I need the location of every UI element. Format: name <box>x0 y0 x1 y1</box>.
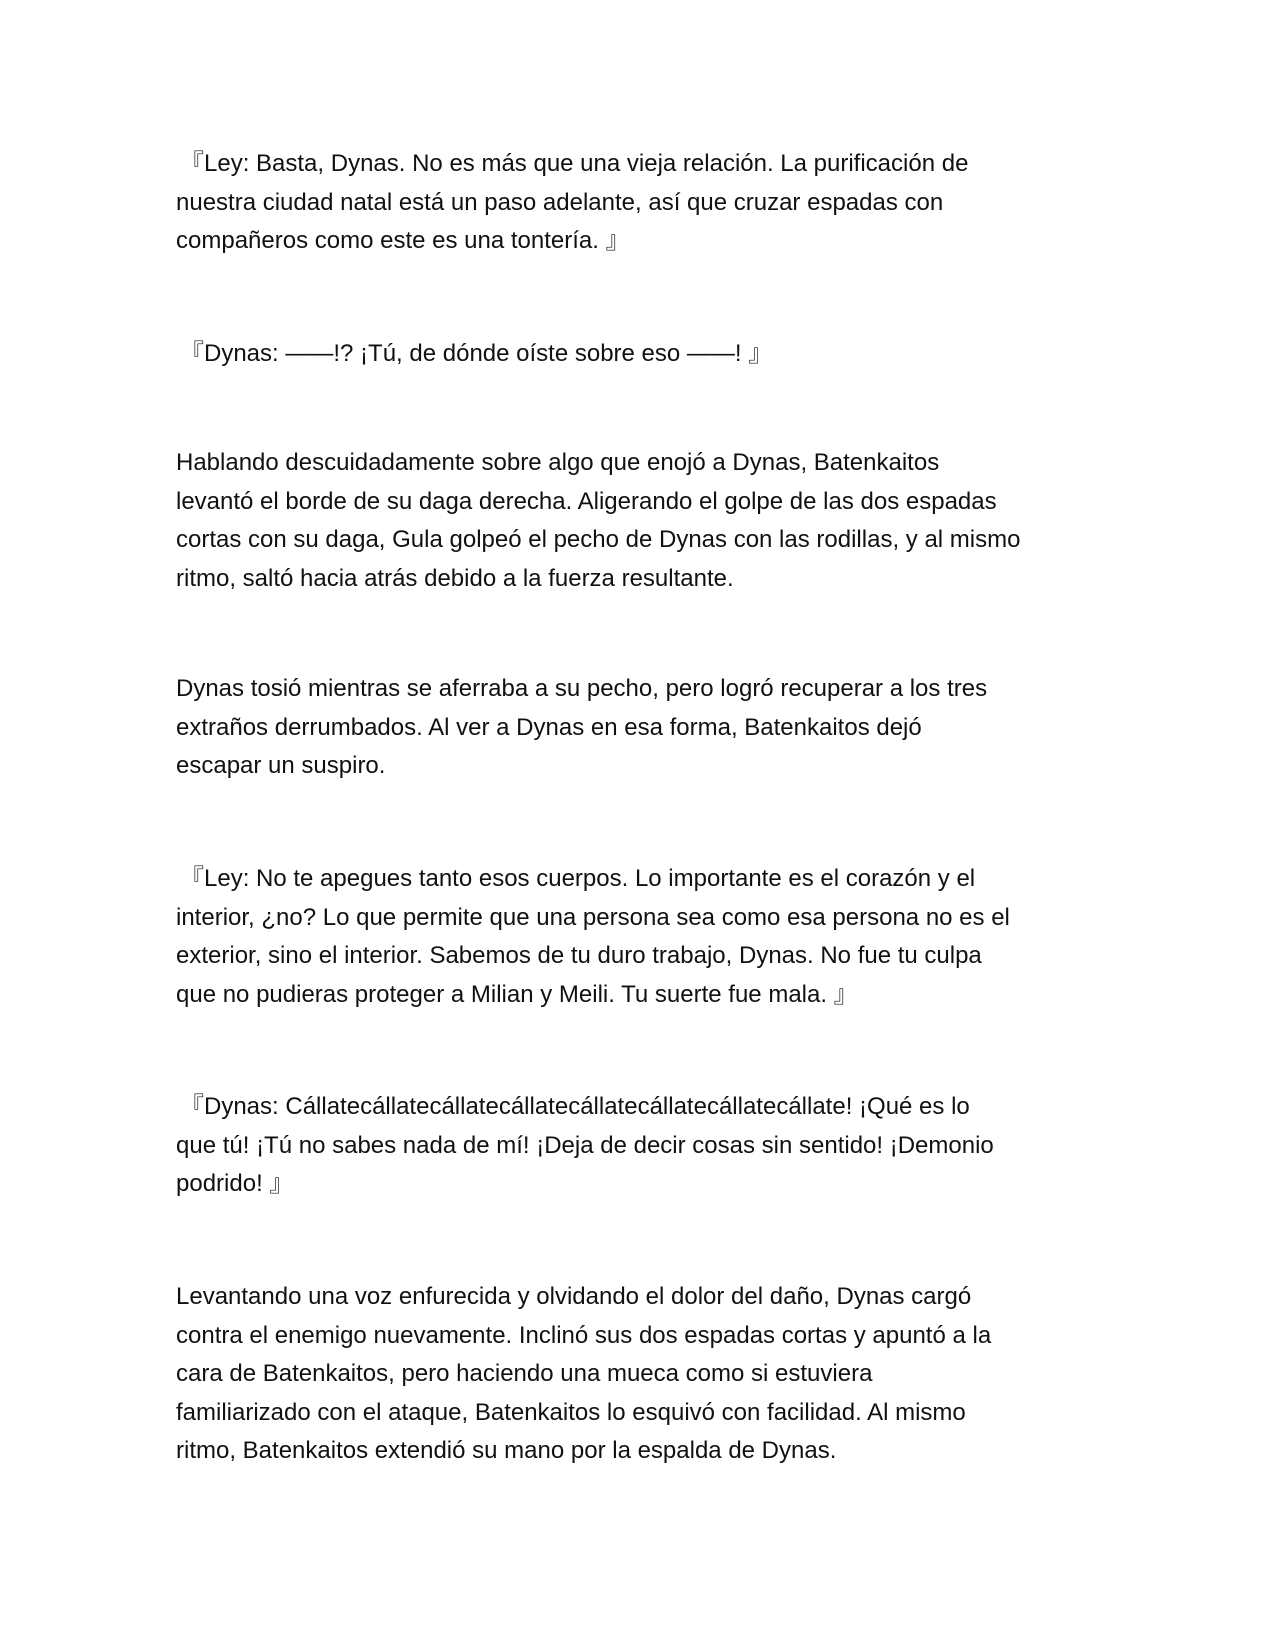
paragraph-4 <box>176 670 1106 786</box>
text-line: compañeros como este es una tontería. 』 <box>176 227 630 254</box>
text-line: familiarizado con el ataque, Batenkaitos lo esquivó con facilidad. Al mismo <box>176 1398 966 1426</box>
paragraph-7 <box>176 1278 1106 1471</box>
text-line: Levantando una voz enfurecida y olvidando el dolor del daño, Dynas cargó <box>176 1283 972 1310</box>
text-line: ritmo, Batenkaitos extendió su mano por la espalda de Dynas. <box>176 1437 837 1464</box>
paragraph-5 <box>176 860 1106 1014</box>
text-line: levantó el borde de su daga derecha. Aligerando el golpe de las dos espadas <box>176 487 997 515</box>
paragraph-1 <box>176 145 1106 261</box>
paragraph-2 <box>176 335 1106 374</box>
text-line: ritmo, saltó hacia atrás debido a la fuerza resultante. <box>176 564 734 592</box>
text-line: 『Dynas: ——!? ¡Tú, de dónde oíste sobre eso ——! 』 <box>180 340 773 367</box>
text-line: 『Ley: Basta, Dynas. No es más que una vieja relación. La purificación de <box>180 150 969 177</box>
paragraph-3 <box>176 444 1106 598</box>
text-line: cara de Batenkaitos, pero haciendo una mueca como si estuviera <box>176 1360 873 1387</box>
text-line: extraños derrumbados. Al ver a Dynas en esa forma, Batenkaitos dejó <box>176 713 922 741</box>
text-line: interior, ¿no? Lo que permite que una persona sea como esa persona no es el <box>176 903 1010 931</box>
text-line: contra el enemigo nuevamente. Inclinó sus dos espadas cortas y apuntó a la <box>176 1321 992 1349</box>
text-line: nuestra ciudad natal está un paso adelante, así que cruzar espadas con <box>176 188 944 216</box>
text-line: exterior, sino el interior. Sabemos de tu duro trabajo, Dynas. No fue tu culpa <box>176 942 982 969</box>
text-line: podrido! 』 <box>176 1170 294 1197</box>
text-line: escapar un suspiro. <box>176 752 386 779</box>
text-line: Dynas tosió mientras se aferraba a su pecho, pero logró recuperar a los tres <box>176 675 988 702</box>
text-line: que no pudieras proteger a Milian y Meili. Tu suerte fue mala. 』 <box>176 980 858 1008</box>
text-line: cortas con su daga, Gula golpeó el pecho de Dynas con las rodillas, y al mismo <box>176 526 1021 553</box>
text-line: Hablando descuidadamente sobre algo que enojó a Dynas, Batenkaitos <box>176 449 940 476</box>
paragraph-6 <box>176 1088 1106 1204</box>
text-line: 『Dynas: Cállatecállatecállatecállatecállatecállatecállatecállate! ¡Qué es lo <box>180 1093 970 1120</box>
text-line: 『Ley: No te apegues tanto esos cuerpos. Lo importante es el corazón y el <box>180 865 976 892</box>
text-line: que tú! ¡Tú no sabes nada de mí! ¡Deja de decir cosas sin sentido! ¡Demonio <box>176 1131 994 1159</box>
